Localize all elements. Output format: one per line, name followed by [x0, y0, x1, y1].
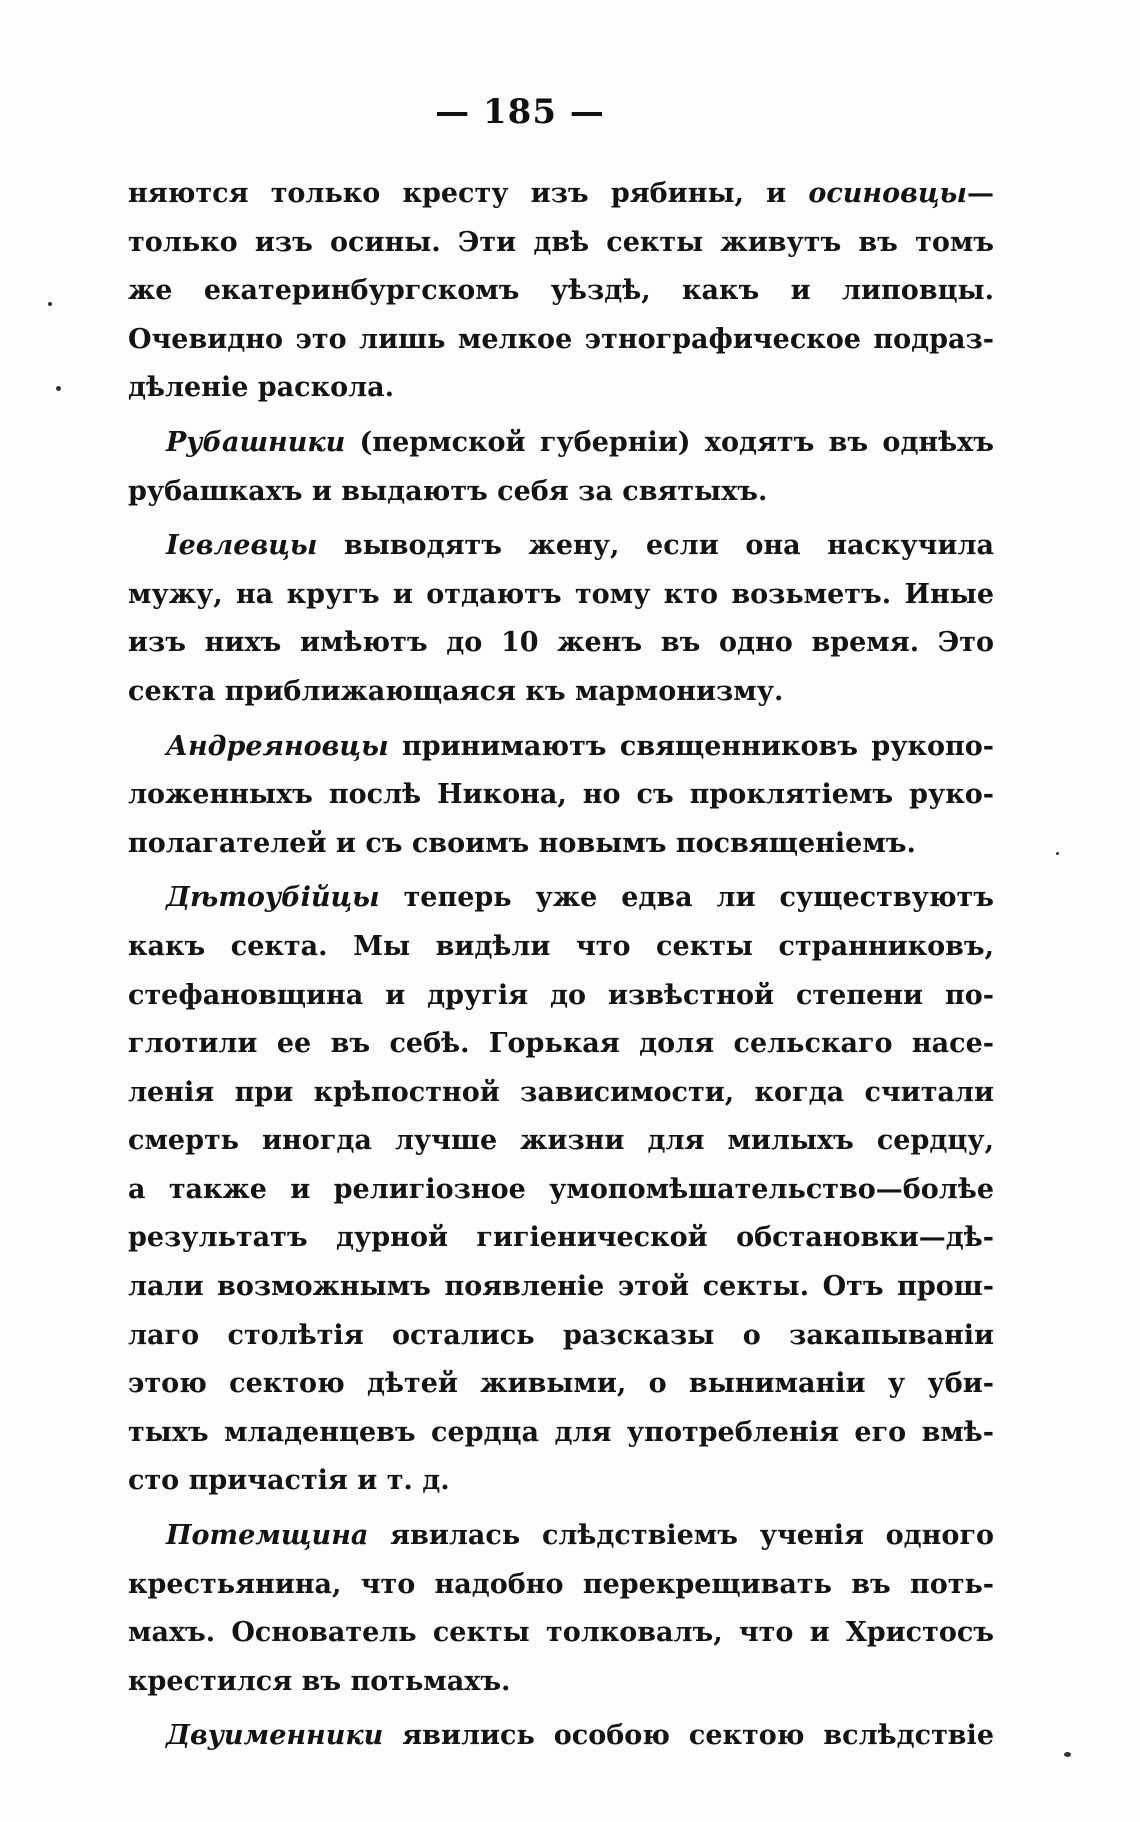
line-text: только изъ осины. Эти двѣ секты живутъ въ томъ [128, 226, 994, 258]
line-text: рубашкахъ и выдаютъ себя за святыхъ. [128, 475, 768, 507]
line-text: глотили ее въ себѣ. Горькая доля сельскаго насе- [128, 1028, 994, 1060]
text-line [128, 364, 994, 413]
text-line [128, 1658, 994, 1707]
line-text: принимаютъ священниковъ рукопо- [388, 730, 994, 762]
text-line [128, 1020, 994, 1069]
text-line [128, 316, 994, 365]
sect-name-term: Потемщина [166, 1520, 369, 1552]
line-text: результатъ дурной гигіенической обстановки—дѣ- [128, 1222, 994, 1254]
sect-name-term: Рубашники [166, 426, 346, 458]
text-line [128, 619, 994, 668]
text-line [128, 170, 994, 219]
text-line [128, 820, 994, 869]
paragraph [128, 874, 994, 1506]
line-text: лали возможнымъ появленіе этой секты. Отъ прош- [128, 1271, 994, 1303]
text-line [128, 1512, 994, 1561]
text-line [128, 1117, 994, 1166]
text-line [128, 972, 994, 1021]
text-line [128, 1609, 994, 1658]
sect-name-term: Дѣтоубійцы [166, 882, 380, 914]
text-line [128, 771, 994, 820]
text-line [128, 468, 994, 517]
sect-name-term: осиновцы [808, 178, 967, 209]
line-text: полагателей и съ своимъ новымъ посвященіемъ. [128, 827, 916, 859]
line-text: крестился въ потьмахъ. [128, 1665, 511, 1697]
line-text: смерть иногда лучше жизни для милыхъ сердцу, [128, 1125, 994, 1157]
line-text: выводятъ жену, если она наскучила [317, 530, 994, 562]
line-text: этою сектою дѣтей живыми, о выниманіи у уби- [128, 1368, 994, 1400]
scan-speck [1064, 1752, 1071, 1757]
text-line [128, 1166, 994, 1215]
text-line [128, 1214, 994, 1263]
line-text: сто причастія и т. д. [128, 1465, 450, 1497]
text-line [128, 923, 994, 972]
line-text: явились особою сектою вслѣдствіе [383, 1720, 994, 1752]
text-line [128, 1360, 994, 1409]
text-line [128, 1561, 994, 1610]
text-line [128, 267, 994, 316]
text-line [128, 522, 994, 571]
line-text: явилась слѣдствіемъ ученія одного [368, 1520, 994, 1552]
text-line [128, 668, 994, 717]
scan-speck [1056, 852, 1059, 855]
text-line [128, 874, 994, 923]
line-text: а также и религіозное умопомѣшательство—болѣе [128, 1173, 994, 1205]
line-text: какъ секта. Мы видѣли что секты странниковъ, [128, 930, 994, 962]
text-line [128, 571, 994, 620]
line-text: стефановщина и другія до извѣстной степени по- [128, 979, 994, 1011]
line-text: няются только кресту изъ рябины, и [128, 178, 809, 209]
page-body-text [128, 170, 994, 1761]
text-line [128, 1409, 994, 1458]
sect-name-term: Андреяновцы [166, 730, 389, 762]
page-number: — 185 — [435, 92, 605, 132]
line-text: ленія при крѣпостной зависимости, когда считали [128, 1076, 994, 1108]
line-text: мужу, на кругъ и отдаютъ тому кто возьметъ. Иные [128, 578, 994, 610]
paragraph [128, 723, 994, 869]
scan-speck [56, 386, 61, 391]
text-line [128, 1457, 994, 1506]
line-text: же екатеринбургскомъ уѣздѣ, какъ и липовцы. [128, 275, 994, 307]
text-line [128, 1712, 994, 1761]
text-line [128, 723, 994, 772]
line-text: — [967, 178, 994, 209]
paragraph [128, 419, 994, 516]
line-text: махъ. Основатель секты толковалъ, что и Христосъ [128, 1617, 994, 1649]
paragraph [128, 1712, 994, 1761]
text-line [128, 1312, 994, 1361]
paragraph [128, 170, 994, 413]
line-text: теперь уже едва ли существуютъ [379, 882, 994, 914]
line-text: крестьянина, что надобно перекрещивать въ поть- [128, 1568, 994, 1600]
scan-speck [48, 302, 52, 306]
line-text: тыхъ младенцевъ сердца для употребленія его вмѣ- [128, 1416, 994, 1448]
sect-name-term: Двуименники [166, 1720, 384, 1752]
paragraph [128, 522, 994, 716]
paragraph [128, 1512, 994, 1706]
text-line [128, 1069, 994, 1118]
text-line [128, 219, 994, 268]
line-text: (пермской губерніи) ходятъ въ однѣхъ [345, 426, 994, 458]
text-line [128, 1263, 994, 1312]
line-text: лаго столѣтія остались разсказы о закапываніи [128, 1319, 994, 1351]
line-text: дѣленіе раскола. [128, 372, 395, 404]
line-text: изъ нихъ имѣютъ до 10 женъ въ одно время. Это [128, 627, 994, 659]
line-text: секта приближающаяся къ мармонизму. [128, 675, 784, 707]
line-text: ложенныхъ послѣ Никона, но съ проклятіемъ руко- [128, 779, 994, 811]
text-line [128, 419, 994, 468]
sect-name-term: Іевлевцы [166, 530, 318, 562]
line-text: Очевидно это лишь мелкое этнографическое подраз- [128, 323, 994, 355]
